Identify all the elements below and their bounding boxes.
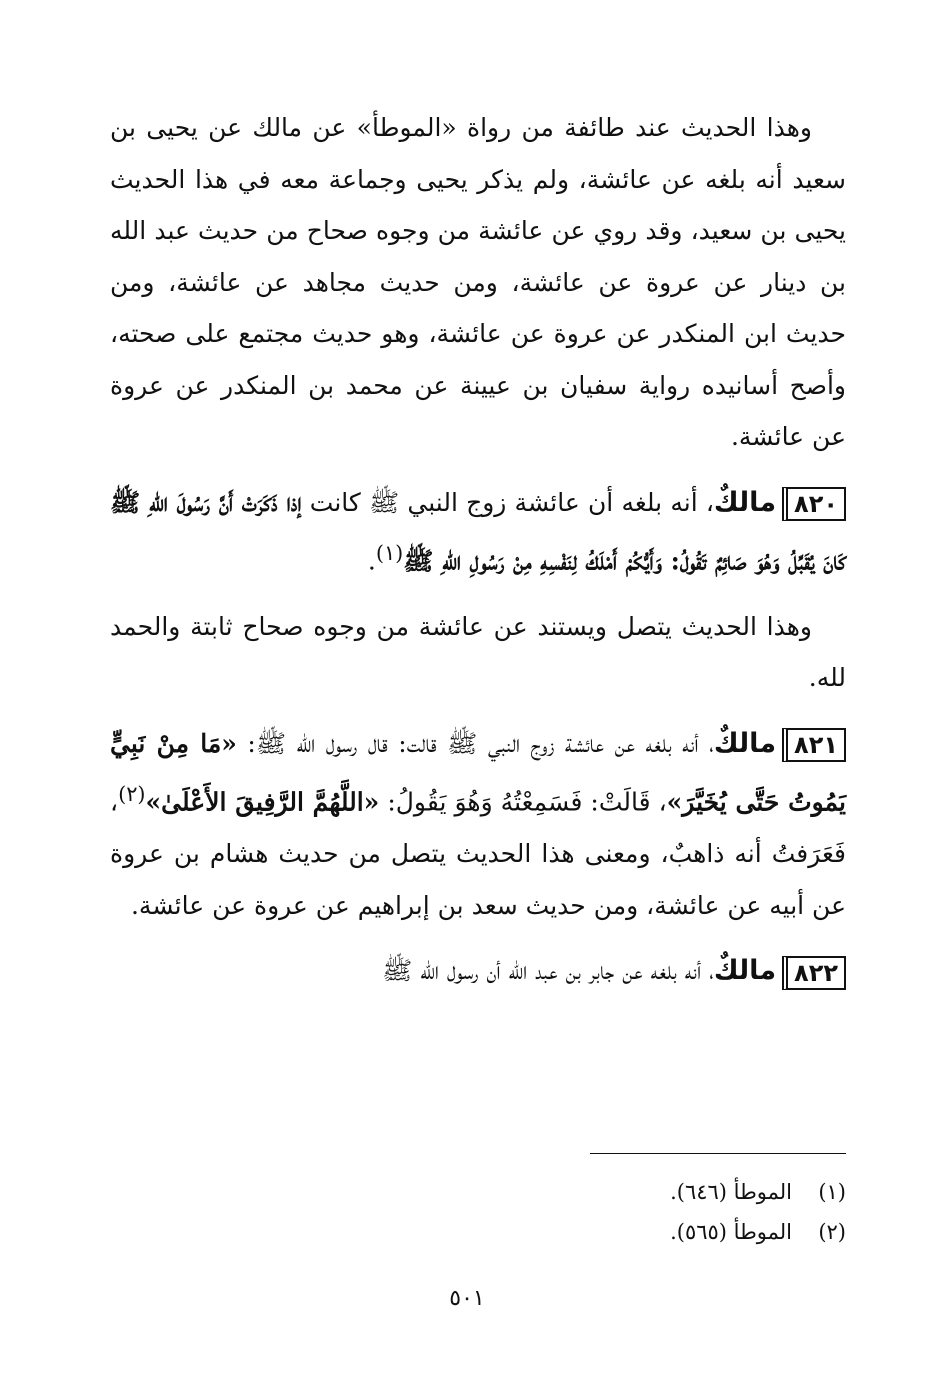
hadith-number: ٨٢٠ [782,487,846,521]
footnote-number: (٢) [818,1220,846,1244]
footnote-1 [346,1172,846,1212]
narrator-name: مالكٌ [713,955,777,987]
hadith-820 [110,477,846,587]
hadith-quote: «مَا مِنْ نَبِيٍّ يَمُوتُ حَتَّى يُخَيَّرَ» [110,728,846,817]
footnotes [346,1172,846,1252]
hadith-822 [110,945,846,997]
hadith-quote: إذا ذَكَرَتْ أَنَّ رَسُولَ اللهِ ﷺ كَانَ يُقَبِّلُ وَهُوَ صَائِمٌ تَقُولُ: وَأَيُّكُمْ أَمْلَكُ لِنَفْسِهِ مِنْ رَسُولِ اللهِ ﷺ [110,487,846,576]
hadith-text: ، قَالَتْ: فَسَمِعْتُهُ وَهُوَ يَقُولُ: [379,787,667,817]
page-number: ٥٠١ [449,1286,485,1311]
narrator-name: مالكٌ [713,486,777,518]
commentary-paragraph: وهذا الحديث عند طائفة من رواة «الموطأ» عن مالك عن يحيى بن سعيد أنه بلغه عن عائشة، ولم يذكر يحيى وجماعة معه في هذا الحديث يحيى بن سعيد، وقد روي عن عائشة من وجوه صحاح من حديث عبد الله بن دينار عن عروة عن عائشة، ومن حديث مجاهد عن عائشة، ومن حديث ابن المنكدر عن عروة عن عائشة، وهو حديث مجتمع على صحته، وأصح أسانيده رواية سفيان بن عيينة عن محمد بن المنكدر عن عروة عن عائشة. [110,113,846,451]
footnote-ref[interactable]: (٢) [118,782,146,807]
footnote-separator [590,1153,846,1154]
hadith-number: ٨٢٢ [782,956,846,990]
narrator-name: مالكٌ [713,727,777,759]
footnote-ref[interactable]: (١) [375,541,404,565]
footnote-text: الموطأ (٥٦٥). [670,1220,792,1244]
footnote-number: (١) [818,1180,846,1204]
hadith-text: ، أنه بلغه عن عائشة زوج النبي ﷺ قالت: قال رسول الله ﷺ: [236,728,714,758]
hadith-text: ، أنه بلغه عن جابر بن عبد الله أن رسول الله ﷺ [382,956,714,986]
hadith-text: ، فَعَرَفتُ أنه ذاهبٌ، ومعنى هذا الحديث يتصل من حديث هشام بن عروة عن أبيه عن عائشة، ومن حديث سعد بن إبراهيم عن عروة عن عائشة. [110,787,846,920]
hadith-text: ، أنه بلغه أن عائشة زوج النبي ﷺ كانت [301,487,714,517]
commentary-paragraph: وهذا الحديث يتصل ويستند عن عائشة من وجوه صحاح ثابتة والحمد لله. [110,611,846,693]
hadith-821 [110,718,846,931]
hadith-number: ٨٢١ [782,728,846,762]
footnote-2 [346,1212,846,1252]
sentence-end: . [367,546,376,576]
footnote-text: الموطأ (٦٤٦). [670,1180,792,1204]
main-text [110,102,846,997]
hadith-quote: «اللَّهُمَّ الرَّفِيقَ الأَعْلَىٰ» [145,787,380,817]
